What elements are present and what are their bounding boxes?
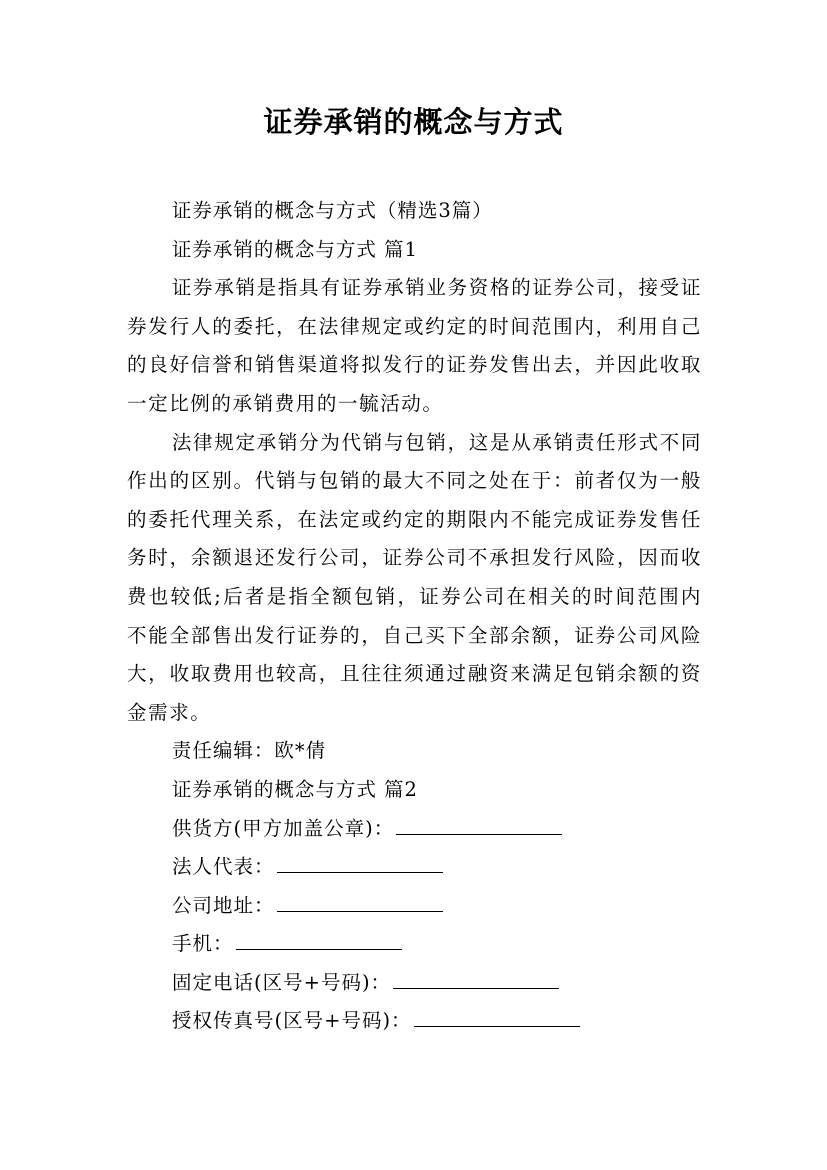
document-title: 证券承销的概念与方式 <box>263 105 564 139</box>
form-field-supplier <box>127 810 702 849</box>
paragraph-2: 法律规定承销分为代销与包销，这是从承销责任形式不同作出的区别。代销与包销的最大不同之处在于：前者仅为一般的委托代理关系，在法定或约定的期限内不能完成证券发售任务时，余额退还发行公司，证券公司不承担发行风险，因而收费也较低;后者是指全额包销，证券公司在相关的时间范围内不能全部售出发行证券的，自己买下全部余额，证券公司风险大，收取费用也较高，且往往须通过融资来满足包销余额的资金需求。 <box>127 430 702 724</box>
form-blank-line <box>236 948 402 950</box>
form-field-label: 法人代表： <box>172 855 275 879</box>
form-field-label: 公司地址： <box>172 893 275 917</box>
form-field-label: 供货方(甲方加盖公章)： <box>172 816 395 840</box>
form-field-landline <box>127 964 702 1003</box>
form-blank-line <box>396 833 562 835</box>
form-blank-line <box>393 987 559 989</box>
form-field-mobile <box>127 925 702 964</box>
document-body <box>127 192 702 1041</box>
form-field-address <box>127 887 702 926</box>
form-blank-line <box>277 910 443 912</box>
section-heading-2: 证券承销的概念与方式 篇2 <box>171 777 418 801</box>
editor-line: 责任编辑：欧*倩 <box>171 739 327 763</box>
paragraph-1: 证券承销是指具有证券承销业务资格的证券公司，接受证券发行人的委托，在法律规定或约定的时间范围内，利用自己的良好信誉和销售渠道将拟发行的证券发售出去，并因此收取一定比例的承销费用的一毓活动。 <box>127 276 702 415</box>
form-blank-line <box>414 1025 580 1027</box>
form-field-label: 手机： <box>172 932 234 956</box>
form-field-fax <box>127 1002 702 1041</box>
form-field-label: 固定电话(区号+号码)： <box>172 970 392 994</box>
form-field-label: 授权传真号(区号+号码)： <box>172 1009 412 1033</box>
form-field-legal-rep <box>127 848 702 887</box>
form-blank-line <box>277 871 443 873</box>
section-heading-1: 证券承销的概念与方式 篇1 <box>171 237 418 261</box>
intro-line: 证券承销的概念与方式（精选3篇） <box>171 199 493 222</box>
